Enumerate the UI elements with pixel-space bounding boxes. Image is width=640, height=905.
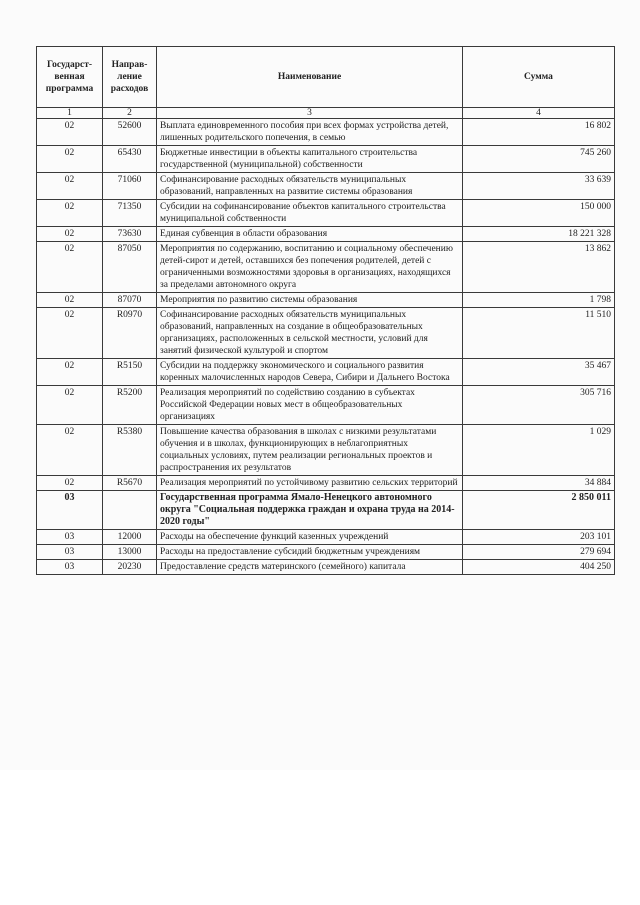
column-index-row [37, 108, 615, 119]
table-header-row [37, 47, 615, 108]
row-sum: 11 510 [463, 308, 615, 359]
row-name: Софинансирование расходных обязательств муниципальных образований, направленных на развитие системы образования [157, 173, 463, 200]
row-direction-code [103, 491, 157, 530]
row-program-code: 02 [37, 386, 103, 425]
column-index: 2 [103, 108, 157, 119]
row-program-code: 02 [37, 227, 103, 242]
row-sum: 35 467 [463, 359, 615, 386]
table-row [37, 476, 615, 491]
row-sum: 150 000 [463, 200, 615, 227]
row-sum: 34 884 [463, 476, 615, 491]
table-row [37, 146, 615, 173]
column-index: 1 [37, 108, 103, 119]
table-row [37, 530, 615, 545]
row-program-code: 02 [37, 293, 103, 308]
row-name: Предоставление средств материнского (семейного) капитала [157, 560, 463, 575]
row-direction-code: 87070 [103, 293, 157, 308]
column-index: 3 [157, 108, 463, 119]
row-direction-code: 73630 [103, 227, 157, 242]
table-row [37, 308, 615, 359]
row-sum: 404 250 [463, 560, 615, 575]
row-name: Единая субвенция в области образования [157, 227, 463, 242]
row-name: Повышение качества образования в школах с низкими результатами обучения и в школах, функционирующих в неблагоприятных социальных условиях, путем реализации региональных проектов и распространения их результатов [157, 425, 463, 476]
header-sum: Сумма [463, 47, 615, 108]
row-name: Выплата единовременного пособия при всех формах устройства детей, лишенных родительского попечения, в семью [157, 119, 463, 146]
row-direction-code: 65430 [103, 146, 157, 173]
row-sum: 203 101 [463, 530, 615, 545]
header-direction: Направ-ление расходов [103, 47, 157, 108]
table-row [37, 119, 615, 146]
row-sum: 16 802 [463, 119, 615, 146]
table-row [37, 293, 615, 308]
row-sum: 2 850 011 [463, 491, 615, 530]
row-name: Бюджетные инвестиции в объекты капитального строительства государственной (муниципальной) собственности [157, 146, 463, 173]
row-sum: 33 639 [463, 173, 615, 200]
row-name: Субсидии на поддержку экономического и социального развития коренных малочисленных народов Севера, Сибири и Дальнего Востока [157, 359, 463, 386]
table-row [37, 425, 615, 476]
table-row [37, 386, 615, 425]
row-direction-code: 13000 [103, 545, 157, 560]
row-direction-code: 20230 [103, 560, 157, 575]
row-name: Расходы на обеспечение функций казенных учреждений [157, 530, 463, 545]
row-program-code: 02 [37, 308, 103, 359]
row-sum: 13 862 [463, 242, 615, 293]
row-program-code: 02 [37, 425, 103, 476]
row-program-code: 02 [37, 242, 103, 293]
row-program-code: 02 [37, 200, 103, 227]
row-name: Реализация мероприятий по содействию созданию в субъектах Российской Федерации новых мест в общеобразовательных организациях [157, 386, 463, 425]
row-direction-code: 71350 [103, 200, 157, 227]
header-program: Государст-венная программа [37, 47, 103, 108]
row-program-code: 02 [37, 173, 103, 200]
row-program-code: 03 [37, 491, 103, 530]
row-sum: 745 260 [463, 146, 615, 173]
row-program-code: 03 [37, 530, 103, 545]
row-direction-code: R5150 [103, 359, 157, 386]
table-row [37, 242, 615, 293]
row-direction-code: R5670 [103, 476, 157, 491]
row-name: Государственная программа Ямало-Ненецкого автономного округа "Социальная поддержка граждан и охрана труда на 2014-2020 годы" [157, 491, 463, 530]
row-direction-code: 12000 [103, 530, 157, 545]
row-sum: 1 029 [463, 425, 615, 476]
row-program-code: 03 [37, 560, 103, 575]
table-row [37, 359, 615, 386]
row-direction-code: 52600 [103, 119, 157, 146]
row-sum: 1 798 [463, 293, 615, 308]
table-row [37, 491, 615, 530]
row-direction-code: R0970 [103, 308, 157, 359]
row-name: Расходы на предоставление субсидий бюджетным учреждениям [157, 545, 463, 560]
header-name: Наименование [157, 47, 463, 108]
row-direction-code: 71060 [103, 173, 157, 200]
row-direction-code: R5380 [103, 425, 157, 476]
row-program-code: 03 [37, 545, 103, 560]
row-sum: 279 694 [463, 545, 615, 560]
row-sum: 18 221 328 [463, 227, 615, 242]
table-row [37, 227, 615, 242]
row-name: Реализация мероприятий по устойчивому развитию сельских территорий [157, 476, 463, 491]
row-program-code: 02 [37, 146, 103, 173]
row-program-code: 02 [37, 476, 103, 491]
column-index: 4 [463, 108, 615, 119]
row-name: Субсидии на софинансирование объектов капитального строительства муниципальной собственности [157, 200, 463, 227]
row-program-code: 02 [37, 359, 103, 386]
budget-table [36, 46, 615, 575]
table-row [37, 200, 615, 227]
row-direction-code: 87050 [103, 242, 157, 293]
row-sum: 305 716 [463, 386, 615, 425]
row-name: Мероприятия по развитию системы образования [157, 293, 463, 308]
table-row [37, 545, 615, 560]
table-row [37, 560, 615, 575]
row-direction-code: R5200 [103, 386, 157, 425]
row-name: Мероприятия по содержанию, воспитанию и социальному обеспечению детей-сирот и детей, оставшихся без попечения родителей, детей с ограниченными возможностями здоровья в организациях, находящихся за пределами автономного округа [157, 242, 463, 293]
row-program-code: 02 [37, 119, 103, 146]
table-row [37, 173, 615, 200]
row-name: Софинансирование расходных обязательств муниципальных образований, направленных на создание в общеобразовательных организациях, расположенных в сельской местности, условий для занятий физической культурой и спортом [157, 308, 463, 359]
